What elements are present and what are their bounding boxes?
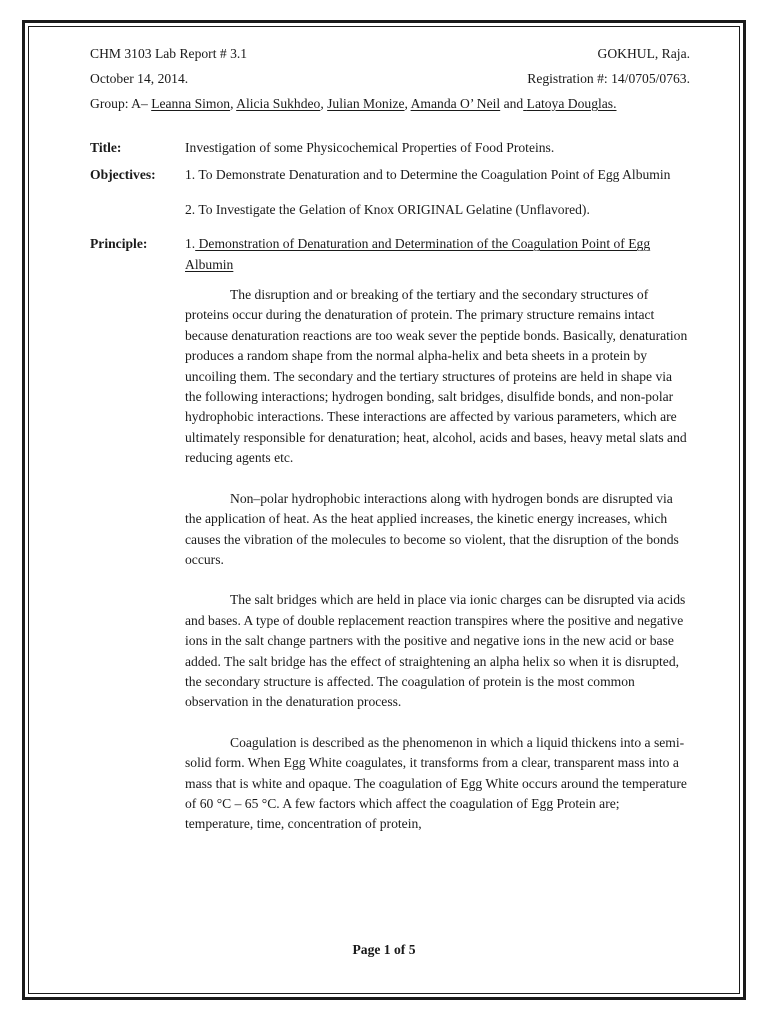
- objective-item: 1. To Demonstrate Denaturation and to Determine the Coagulation Point of Egg Albumin: [185, 167, 671, 183]
- title-label: Title:: [90, 140, 122, 155]
- principle-field: [90, 234, 690, 275]
- body-paragraph: The salt bridges which are held in place via ionic charges can be disrupted via acids and bases. A type of double replacement reaction transpires where the positive and negative ions in the salt change partners with the positive and negative ions in the new acid or base added. The salt bridge has the effect of straightening an alpha helix so when it is disrupted, the secondary structure is affected. The coagulation of protein is the most common observation in the denaturation process.: [185, 592, 686, 710]
- principle-heading-number: 1.: [185, 236, 196, 252]
- report-date: October 14, 2014.: [90, 71, 189, 86]
- group-prefix: Group: A–: [90, 96, 148, 111]
- group-member: Leanna Simon: [151, 96, 231, 111]
- author-name: GOKHUL, Raja.: [597, 46, 690, 61]
- objective-item: 2. To Investigate the Gelation of Knox ORIGINAL Gelatine (Unflavored).: [185, 201, 590, 217]
- body-paragraph: Non–polar hydrophobic interactions along with hydrogen bonds are disrupted via the application of heat. As the heat applied increases, the kinetic energy increases, which causes the vibration of the molecules to become so violent, that the disruption of the bonds occurs.: [185, 490, 679, 567]
- document-page: [90, 44, 690, 855]
- group-member: Alicia Sukhdeo: [236, 96, 321, 111]
- group-and: and: [503, 96, 524, 111]
- objectives-label: Objectives:: [90, 167, 156, 183]
- group-member: Latoya Douglas.: [526, 96, 617, 111]
- body-paragraph: Coagulation is described as the phenomenon in which a liquid thickens into a semi-solid form. When Egg White coagulates, it transforms from a clear, transparent mass into a mass that is white and opaque. The coagulation of Egg White occurs around the temperature of 60 °C – 65 °C. A few factors which affect the coagulation of Egg Protein are; temperature, time, concentration of protein,: [185, 734, 687, 832]
- principle-heading: [185, 234, 690, 275]
- registration-number: Registration #: 14/0705/0763.: [527, 71, 690, 86]
- page-number: Page 1 of 5: [352, 942, 416, 957]
- title-text: Investigation of some Physicochemical Properties of Food Proteins.: [185, 140, 555, 155]
- body-paragraph: The disruption and or breaking of the tertiary and the secondary structures of proteins occur during the denaturation of protein. The primary structure remains intact because denaturation reactions are too weak sever the peptide bonds. Basically, denaturation produces a random shape from the normal alpha-helix and beta sheets in a protein by uncoiling them. The secondary and the tertiary structures of proteins are held in shape via the following interactions; hydrogen bonding, salt bridges, disulfide bonds, and non-polar hydrophobic interactions. These interactions are affected by various parameters, which are ultimately responsible for denaturation; heat, alcohol, acids and bases, heavy metal slats and reducing agents etc.: [185, 287, 688, 466]
- group-member: Julian Monize: [327, 96, 405, 111]
- principle-heading-text: Demonstration of Denaturation and Determination of the Coagulation Point of Egg Albumin: [185, 236, 651, 272]
- title-field: [90, 138, 690, 158]
- header-row-2: [90, 69, 690, 94]
- principle-label: Principle:: [90, 236, 148, 252]
- header-row-1: [90, 44, 690, 69]
- group-member: Amanda O’ Neil: [410, 96, 501, 111]
- principle-body: [185, 285, 690, 835]
- course-code: CHM 3103 Lab Report # 3.1: [90, 46, 248, 61]
- group-members: Group: A– Leanna Simon, Alicia Sukhdeo, Julian Monize, Amanda O’ Neil and Latoya Douglas.: [90, 96, 617, 111]
- objectives-field: [90, 165, 690, 220]
